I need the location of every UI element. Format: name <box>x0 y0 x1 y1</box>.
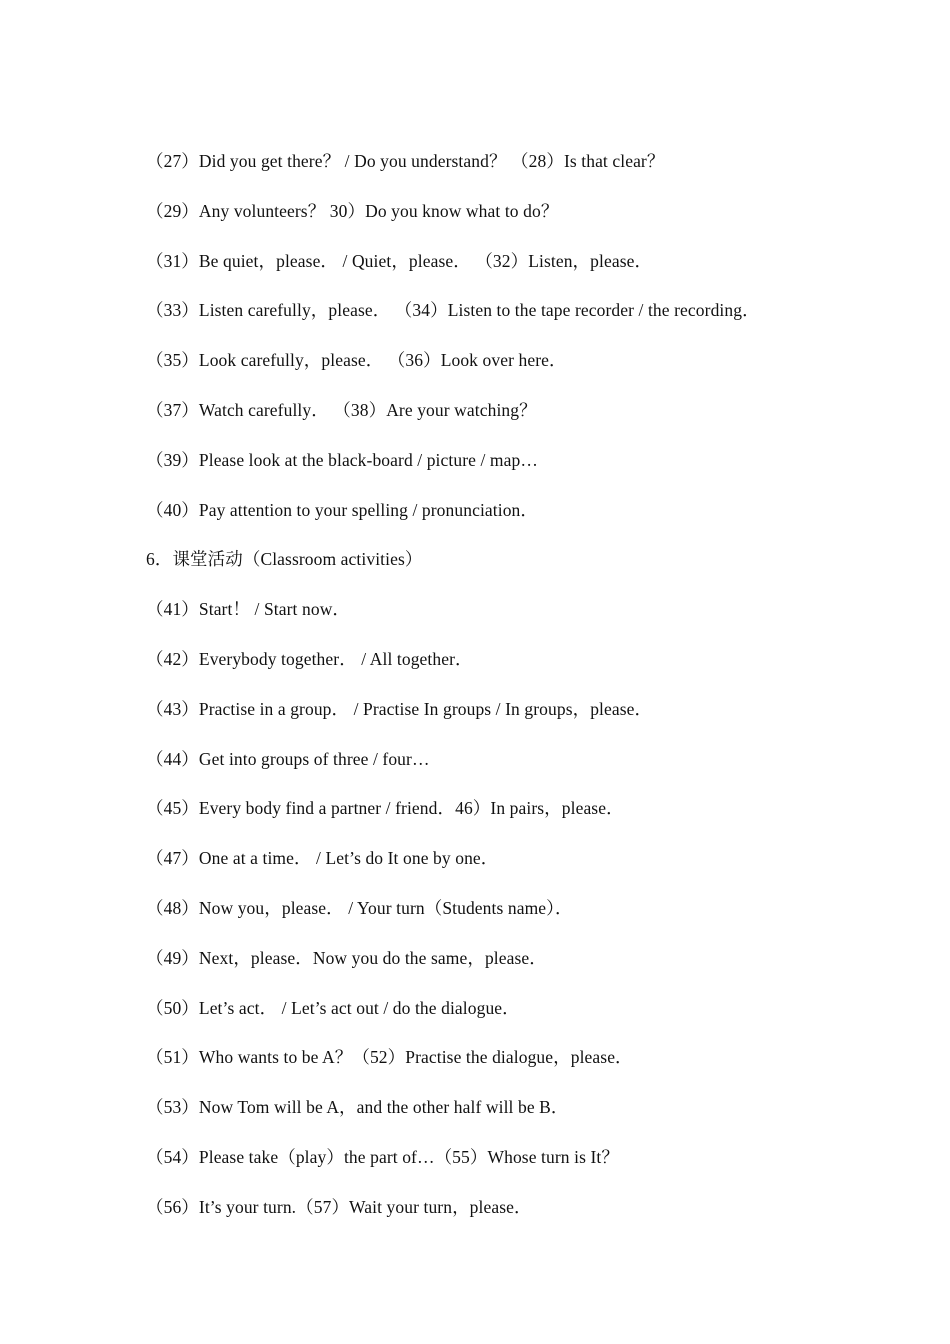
phrase-line-31-32: （31）Be quiet，please． / Quiet，please． （32）Listen，please． <box>146 250 653 271</box>
phrase-line-41: （41）Start！ / Start now． <box>146 599 351 620</box>
phrase-line-39: （39）Please look at the black-board / picture / map… <box>146 449 538 470</box>
phrase-line-45-46: （45）Every body find a partner / friend．46）In pairs，please． <box>146 798 624 819</box>
phrase-line-47: （47）One at a time． / Let’s do It one by one． <box>146 848 499 869</box>
phrase-line-40: （40）Pay attention to your spelling / pronunciation． <box>146 499 538 520</box>
phrase-line-42: （42）Everybody together． / All together． <box>146 648 473 669</box>
phrase-line-48: （48）Now you，please． / Your turn（Students name）． <box>146 897 573 918</box>
phrase-line-49: （49）Next，please．Now you do the same，please． <box>146 947 547 968</box>
section-heading-classroom-activities: 6．课堂活动（Classroom activities） <box>146 549 423 570</box>
phrase-line-51-52: （51）Who wants to be A？（52）Practise the dialogue，please． <box>146 1047 633 1068</box>
phrase-line-43: （43）Practise in a group． / Practise In groups / In groups，please． <box>146 698 653 719</box>
phrase-line-27-28: （27）Did you get there？ / Do you understand？ （28）Is that clear？ <box>146 151 665 171</box>
phrase-line-37-38: （37）Watch carefully． （38）Are your watching？ <box>146 399 537 420</box>
phrase-line-29-30: （29）Any volunteers？ 30）Do you know what to do？ <box>146 200 559 221</box>
phrase-line-56-57: （56）It’s your turn.（57）Wait your turn，please． <box>146 1196 532 1217</box>
phrase-line-33-34: （33）Listen carefully，please． （34）Listen to the tape recorder / the recording． <box>146 300 760 321</box>
phrase-line-35-36: （35）Look carefully，please． （36）Look over here． <box>146 350 567 371</box>
phrase-line-54-55: （54）Please take（play）the part of…（55）Whose turn is It？ <box>146 1146 619 1167</box>
phrase-line-50: （50）Let’s act． / Let’s act out / do the dialogue． <box>146 997 520 1018</box>
phrase-line-53: （53）Now Tom will be A，and the other half will be B． <box>146 1097 569 1118</box>
phrase-line-44: （44）Get into groups of three / four… <box>146 748 430 769</box>
phrase-list <box>146 148 926 1244</box>
